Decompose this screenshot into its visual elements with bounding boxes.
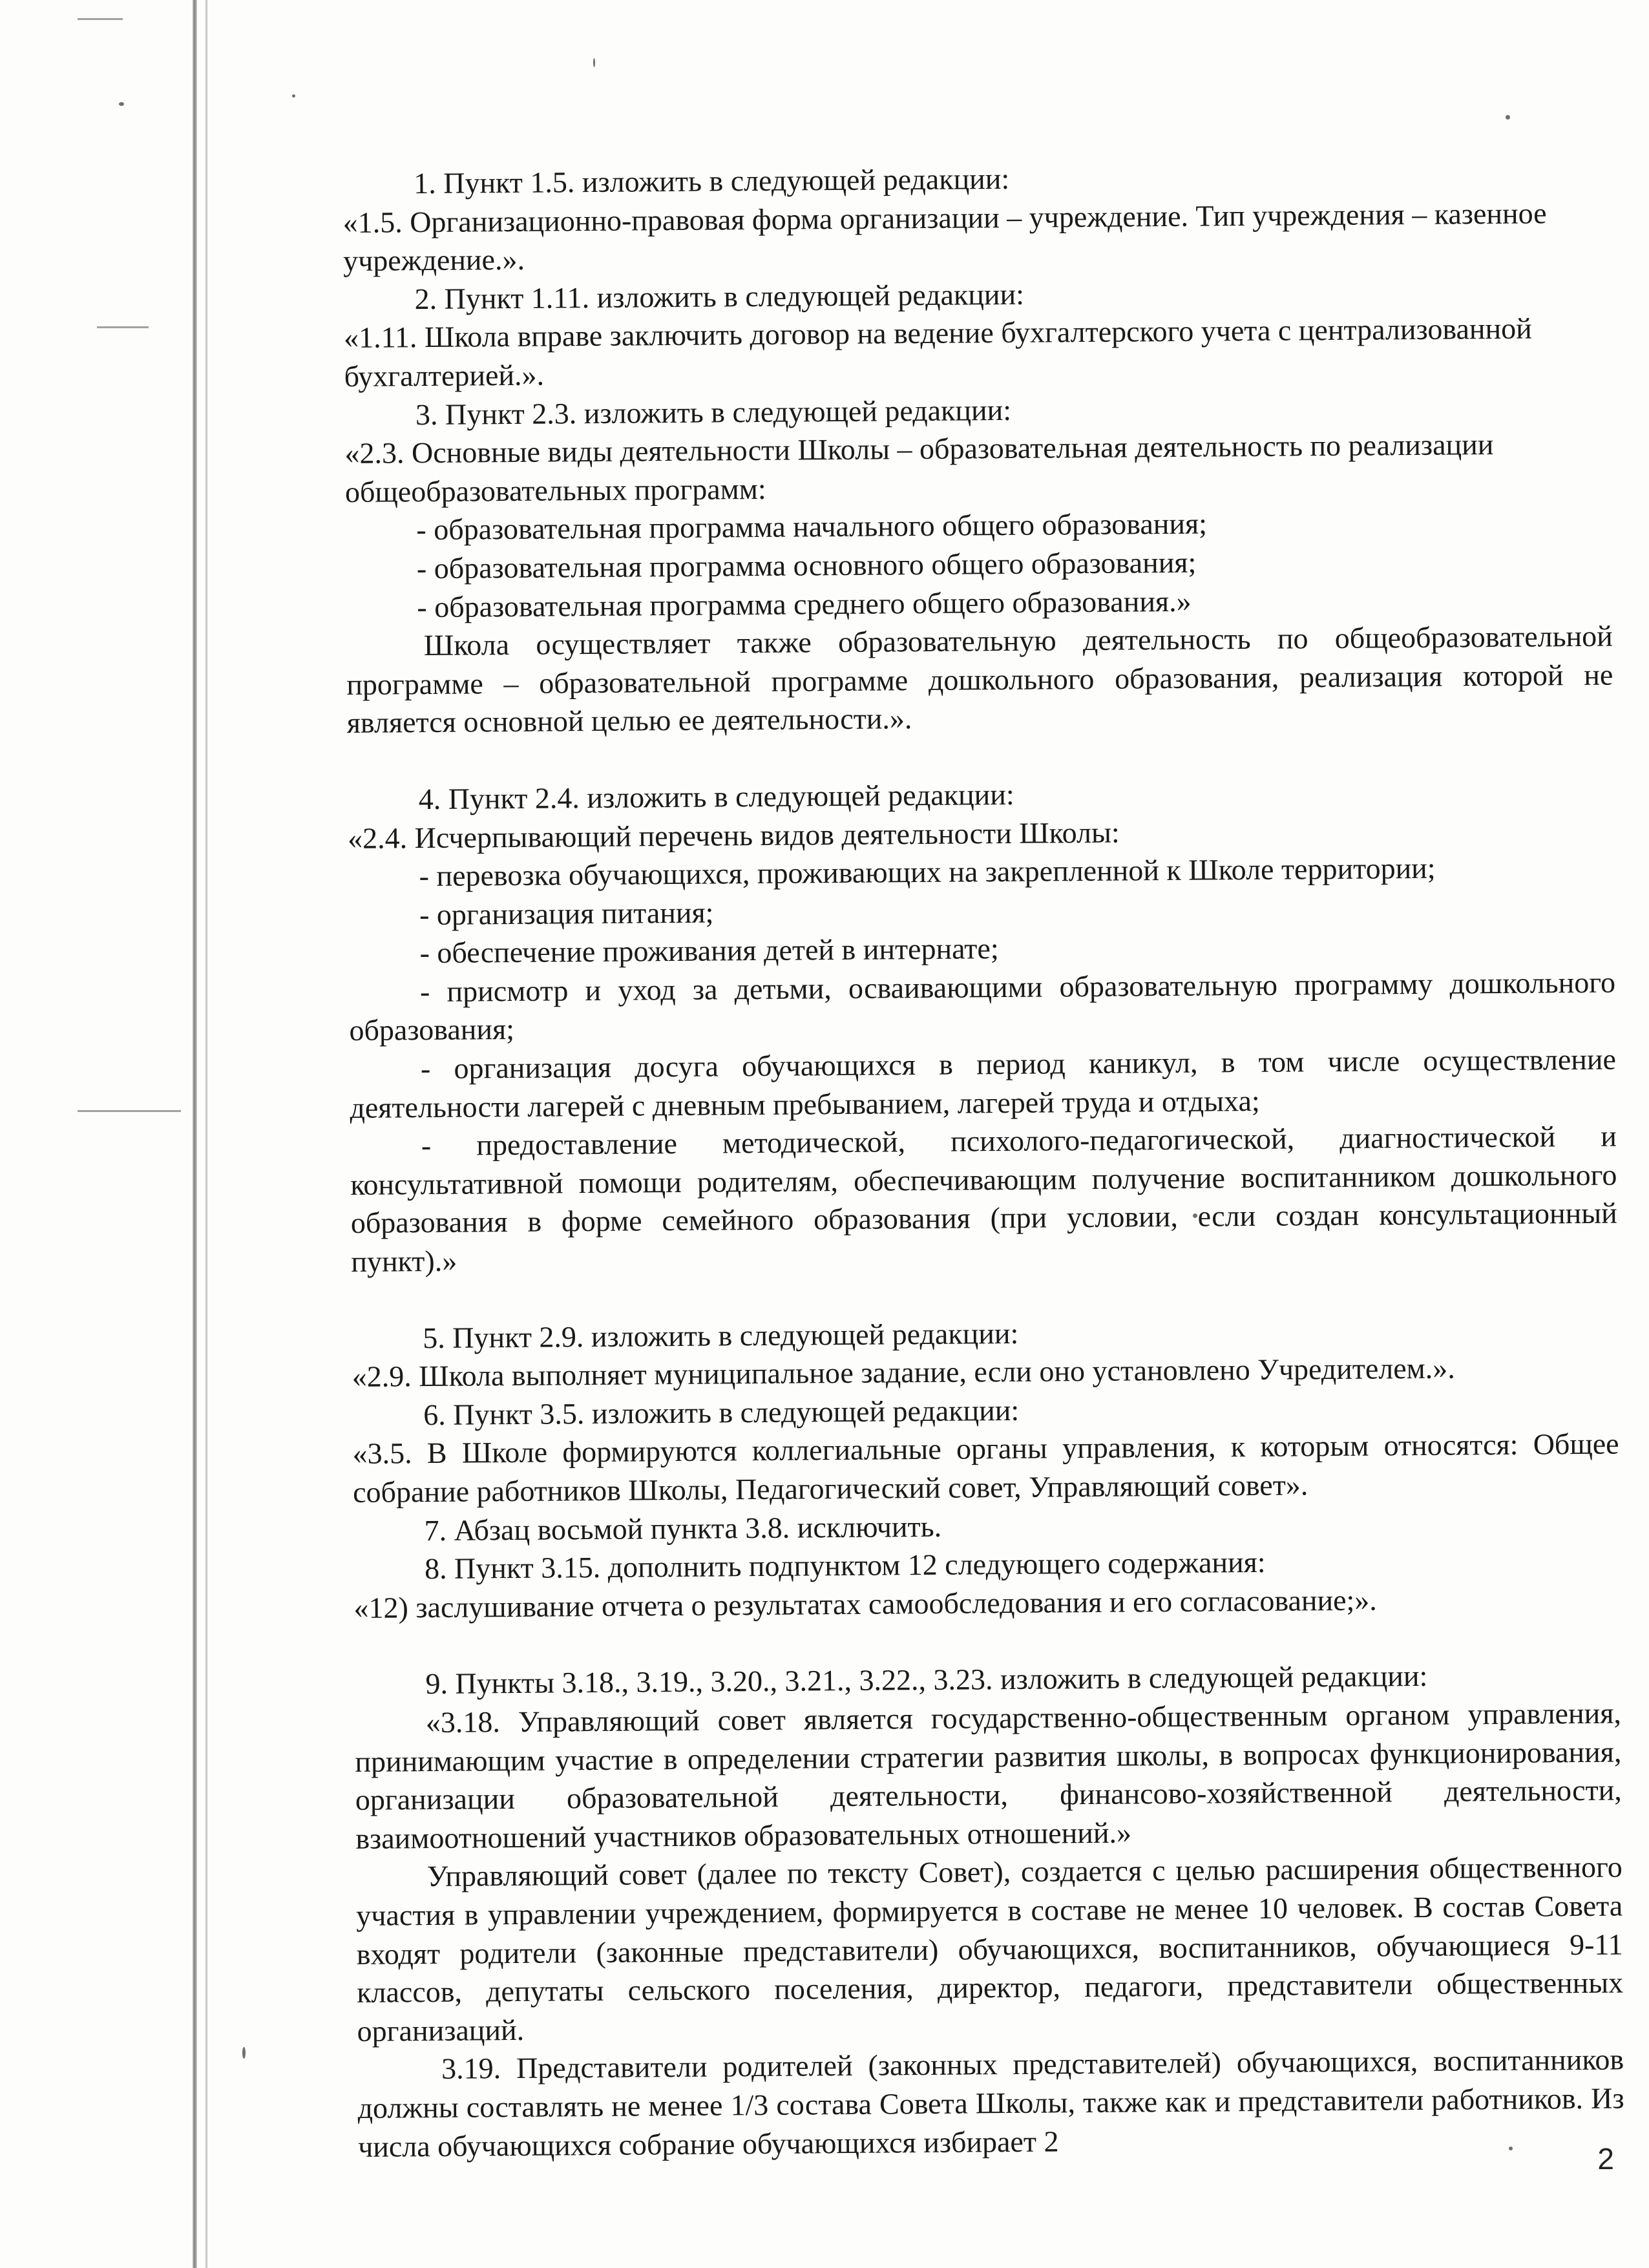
doc-paragraph-text: - предоставление методической, психолого-педагогической, диагностической и консультативной помощи родителям, обеспечивающим получение воспитанником дошкольного образования в форме семейного образования (при условии, если создан консультационный пункт).» bbox=[350, 1119, 1618, 1278]
doc-list-item: - образовательная программа основного общего образования; bbox=[416, 545, 1197, 585]
scan-speck bbox=[292, 94, 295, 98]
doc-list-item: - обеспечение проживания детей в интернате; bbox=[419, 932, 999, 970]
doc-heading: 8. Пункт 3.15. дополнить подпунктом 12 следующего содержания: bbox=[424, 1546, 1266, 1586]
doc-list-item: - образовательная программа начального общего образования; bbox=[416, 507, 1208, 547]
doc-paragraph bbox=[355, 1694, 1623, 1858]
document-body bbox=[342, 155, 1624, 2166]
doc-paragraph bbox=[356, 1848, 1624, 2050]
scan-speck bbox=[1506, 115, 1510, 120]
scan-mark bbox=[78, 1110, 181, 1112]
doc-heading: 3. Пункт 2.3. изложить в следующей редакции: bbox=[415, 393, 1012, 431]
page-number: 2 bbox=[1597, 2142, 1614, 2176]
binding-shadow bbox=[193, 0, 197, 2268]
doc-text: «2.4. Исчерпывающий перечень видов деятельности Школы: bbox=[347, 815, 1120, 855]
doc-text: «2.9. Школа выполняет муниципальное задание, если оно установлено Учредителем.». bbox=[352, 1351, 1455, 1394]
doc-text: «1.5. Организационно-правовая форма организации – учреждение. Тип учреждения – казенное учреждение.». bbox=[342, 196, 1547, 278]
scan-mark bbox=[97, 326, 149, 328]
doc-paragraph bbox=[357, 2041, 1624, 2166]
doc-paragraph-text: 3.19. Представители родителей (законных представителей) обучающихся, воспитанников должны составлять не менее 1/3 состава Совета Школы, также как и представители работников. Из числа обучающихся собрание обучающихся избирает 2 bbox=[357, 2042, 1624, 2163]
scan-speck bbox=[119, 102, 124, 106]
binding-edge bbox=[205, 0, 207, 2268]
doc-list-item: - перевозка обучающихся, проживающих на закрепленной к Школе территории; bbox=[419, 851, 1436, 893]
doc-heading: 2. Пункт 1.11. изложить в следующей редакции: bbox=[414, 277, 1025, 315]
doc-paragraph bbox=[349, 963, 1616, 1050]
doc-paragraph bbox=[350, 1117, 1618, 1281]
doc-paragraph-text: «3.18. Управляющий совет является государственно-общественным органом управления, принимающим участие в определении стратегии развития школы, в вопросах функционирования, организации образовательной деятельности, финансово-хозяйственной деятельности, взаимоотношений участников образовательных отношений.» bbox=[355, 1696, 1623, 1855]
doc-text: «3.5. В Школе формируются коллегиальные органы управления, к которым относятся: Общее собрание работников Школы, Педагогический совет, Управляющий совет». bbox=[352, 1427, 1619, 1509]
doc-paragraph bbox=[346, 617, 1613, 742]
doc-paragraph-text: Управляющий совет (далее по тексту Совет), создается с целью расширения общественного участия в управлении учреждением, формируется в составе не менее 10 человек. В состав Совета входят родители (законные представители) обучающихся, воспитанников, обучающиеся 9-11 классов, депутаты сельского поселения, директор, педагоги, представители общественных организаций. bbox=[356, 1850, 1624, 2048]
scan-speck bbox=[242, 2047, 246, 2059]
doc-paragraph-text: Школа осуществляет также образовательную деятельность по общеобразовательной программе – образовательной программе дошкольного образования, реализация которой не является основной целью ее деятельности.». bbox=[346, 619, 1613, 740]
scan-speck bbox=[593, 58, 595, 67]
doc-heading: 9. Пункты 3.18., 3.19., 3.20., 3.21., 3.22., 3.23. изложить в следующей редакции: bbox=[425, 1659, 1428, 1701]
doc-heading: 1. Пункт 1.5. изложить в следующей редакции: bbox=[414, 162, 1010, 200]
doc-paragraph-text: - присмотр и уход за детьми, осваивающими образовательную программу дошкольного образования; bbox=[349, 965, 1616, 1047]
doc-heading: 5. Пункт 2.9. изложить в следующей редакции: bbox=[423, 1316, 1019, 1354]
doc-heading: 4. Пункт 2.4. изложить в следующей редакции: bbox=[418, 777, 1014, 816]
doc-heading: 7. Абзац восьмой пункта 3.8. исключить. bbox=[424, 1509, 942, 1547]
doc-paragraph bbox=[350, 1040, 1617, 1128]
doc-text: «1.11. Школа вправе заключить договор на ведение бухгалтерского учета с централизованной бухгалтерией.». bbox=[343, 311, 1532, 393]
doc-paragraph-text: - организация досуга обучающихся в период каникул, в том числе осуществление деятельности лагерей с дневным пребыванием, лагерей труда и отдыха; bbox=[350, 1042, 1617, 1124]
doc-list-item: - организация питания; bbox=[419, 896, 714, 931]
doc-list-item: - образовательная программа среднего общего образования.» bbox=[417, 584, 1192, 624]
doc-text: «2.3. Основные виды деятельности Школы – образовательная деятельность по реализации общеобразовательных программ: bbox=[344, 428, 1494, 509]
doc-text: «12) заслушивание отчета о результатах самообследования и его согласование;». bbox=[353, 1583, 1378, 1624]
scan-mark bbox=[78, 18, 123, 20]
doc-heading: 6. Пункт 3.5. изложить в следующей редакции: bbox=[423, 1393, 1020, 1431]
